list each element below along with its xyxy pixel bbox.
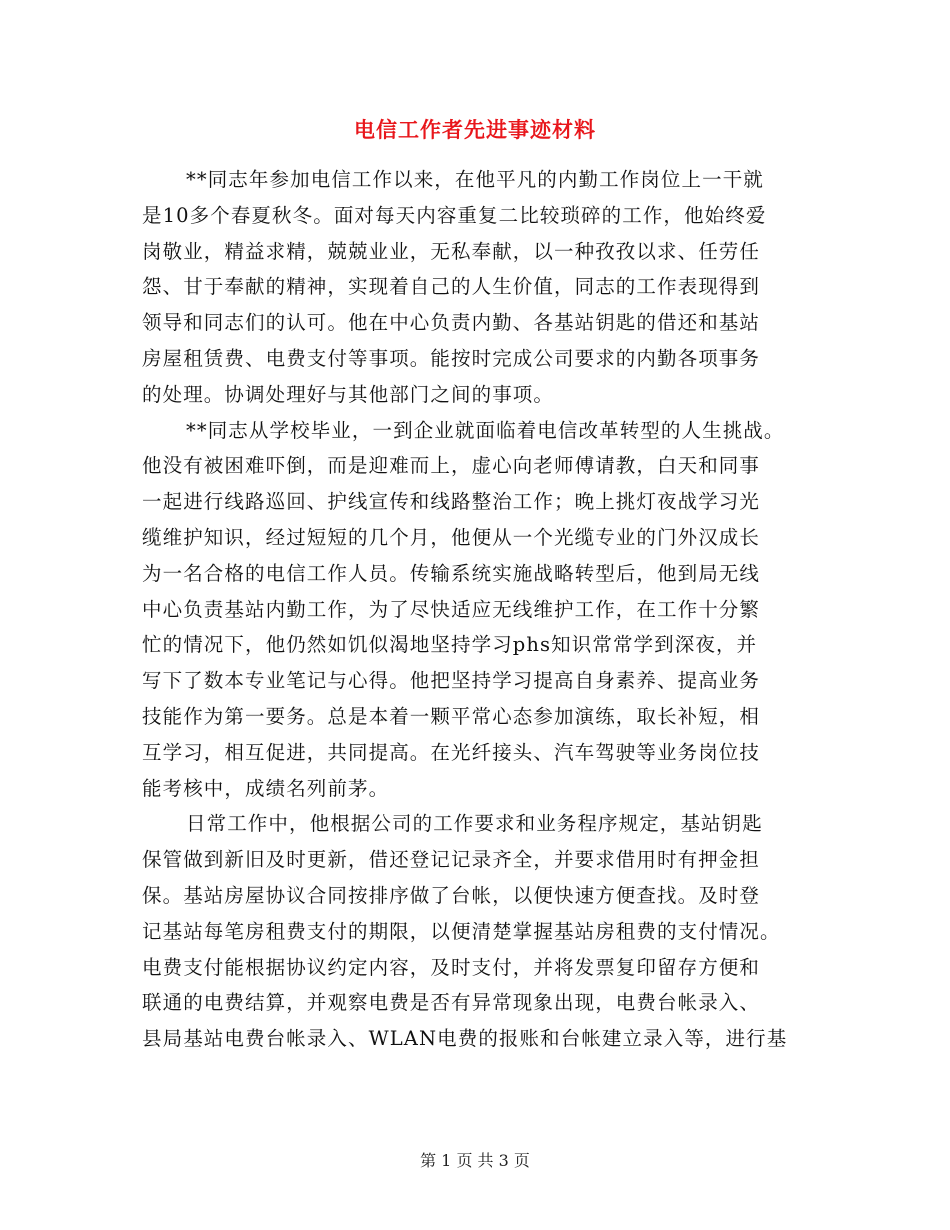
text-line: 中心负责基站内勤工作，为了尽快适应无线维护工作，在工作十分繁	[142, 597, 761, 621]
text-line: 怨、甘于奉献的精神，实现着自己的人生价值，同志的工作表现得到	[142, 275, 761, 299]
text-line: 记基站每笔房租费支付的期限，以便清楚掌握基站房租费的支付情况。	[142, 919, 781, 943]
paragraph-3	[142, 806, 822, 1057]
text-line: 日常工作中，他根据公司的工作要求和业务程序规定，基站钥匙	[186, 812, 763, 836]
paragraph-2	[142, 413, 822, 807]
text-line: 缆维护知识，经过短短的几个月，他便从一个光缆专业的门外汉成长	[142, 525, 761, 549]
text-line: 是10多个春夏秋冬。面对每天内容重复二比较琐碎的工作，他始终爱	[142, 203, 767, 227]
text-line: 忙的情况下，他仍然如饥似渴地坚持学习phs知识常常学到深夜，并	[142, 633, 758, 657]
paragraph-1	[142, 162, 822, 413]
text-line: 写下了数本专业笔记与心得。他把坚持学习提高自身素养、提高业务	[142, 669, 761, 693]
text-line: 他没有被困难吓倒，而是迎难而上，虚心向老师傅请教，白天和同事	[142, 454, 761, 478]
text-line: 领导和同志们的认可。他在中心负责内勤、各基站钥匙的借还和基站	[142, 311, 761, 335]
text-line: **同志从学校毕业，一到企业就面临着电信改革转型的人生挑战。	[186, 418, 785, 442]
text-line: 房屋租赁费、电费支付等事项。能按时完成公司要求的内勤各项事务	[142, 346, 761, 370]
document-title: 电信工作者先进事迹材料	[354, 117, 596, 142]
text-line: 岗敬业，精益求精，兢兢业业，无私奉献，以一种孜孜以求、任劳任	[142, 239, 761, 263]
text-line: 电费支付能根据协议约定内容，及时支付，并将发票复印留存方便和	[142, 955, 761, 979]
text-line: 能考核中，成绩名列前茅。	[142, 776, 390, 800]
text-line: 联通的电费结算，并观察电费是否有异常现象出现，电费台帐录入、	[142, 991, 761, 1015]
document-body	[142, 162, 822, 1057]
text-line: 的处理。协调处理好与其他部门之间的事项。	[142, 382, 555, 406]
page-number-footer: 第 1 页 共 3 页	[420, 1151, 530, 1170]
text-line: 技能作为第一要务。总是本着一颗平常心态参加演练，取长补短，相	[142, 704, 761, 728]
text-line: 保管做到新旧及时更新，借还登记记录齐全，并要求借用时有押金担	[142, 848, 761, 872]
text-line: 县局基站电费台帐录入、WLAN电费的报账和台帐建立录入等，进行基	[142, 1027, 788, 1051]
text-line: 互学习，相互促进，共同提高。在光纤接头、汽车驾驶等业务岗位技	[142, 740, 761, 764]
text-line: **同志年参加电信工作以来，在他平凡的内勤工作岗位上一干就	[186, 168, 764, 191]
text-line: 保。基站房屋协议合同按排序做了台帐，以便快速方便查找。及时登	[142, 883, 761, 907]
text-line: 一起进行线路巡回、护线宣传和线路整治工作；晚上挑灯夜战学习光	[142, 490, 761, 514]
text-line: 为一名合格的电信工作人员。传输系统实施战略转型后，他到局无线	[142, 561, 761, 585]
